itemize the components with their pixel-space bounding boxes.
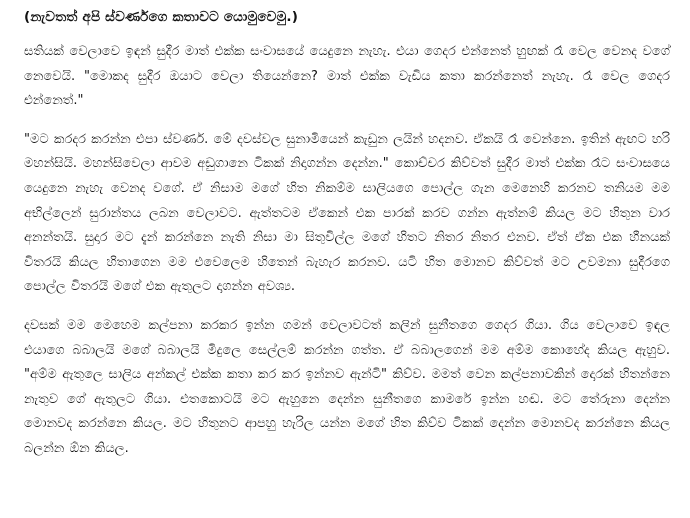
paragraph-1: සතියක් වෙලාවෙ ඉඳන් සුදීර මාත් එක්ක සංවාසයේ යෙදුනෙ නැහැ. එයා ගෙදර එන්නෙත් හුඟක් රෑ වෙල වෙනද වගේ නෙවෙයි. "මොකද සුදීර ඔයාට වෙලා තියෙන්නෙ? මාත් එක්ක වැඩිය කතා කරන්නෙත් නැහැ. රෑ වෙල ගෙදර එන්නෙත්." xyxy=(24,44,670,109)
section-heading: (නැවතත් අපි ස්වර්ණගෙ කතාවට යොමුවෙමු.) xyxy=(24,9,299,25)
paragraph-3: දවසක් මම මෙහෙම කල්පනා කරකර ඉන්න ගමන් වෙලාවටත් කලින් සුනීතගෙ ගෙදර ගියා. ගිය වෙලාවෙ ඉඳල එයාගෙ බබාලයි මගේ බබාලයි මිදුලෙ සෙල්ලම් කරන්න ගත්ත. ඒ බබාලගෙන් මම අම්ම කොහේද කියල ඇහුව. "අම්ම ඇතුලෙ සාලිය අන්කල් එක්ක කතා කර කර ඉන්නව ඇන්ටි" කිව්ව. මමත් වෙන කල්පනාවකින් දොරක් හිතන්නෙ නැතුව ගේ ඇතුලට ගියා. එතකොටයි මට ඇහුනෙ දෙන්න සුනීතගෙ කාමරේ ඉන්න හඬ. මට තේරුනා දෙන්න මොනවද කරන්නෙ කියල. මට හිතුනට ආපහු හැරිල යන්න මගේ හිත කිව්ව ටිකක් දෙන්න මොනවද කරන්නෙ කියල බලන්න ඕන කියල. xyxy=(24,317,670,456)
paragraph-2: "මට කරදර කරන්න එපා ස්වර්ණ. මේ දවස්වල සුනාමියෙන් කැඩුන ලයින් හදනව. ඒකයි රෑ වෙන්නෙ. ඉතින් ඇඟට හරි මහන්සියි. මහන්සිවෙලා ආවම අඩුගානෙ ටිකක් නිදාගන්න දෙන්න." කොච්චර කිව්වත් සුදීර මාත් එක්ක රෑට සංවාසයෙ යෙදුනෙ නැහැ වෙනද වගේ. ඒ නිසාම මගේ හිත නිකම්ම සාලියගෙ පොල්ල ගැන මෙනෙහි කරනව තනියම මම අභිල්ලෙන් සුරාන්තය ලබන වෙලාවට. ඇත්තටම ඒකෙන් එක පාරක් කරව ගන්න ඇත්නම් කියල මට හිතුන වාර අනන්තයි. සුදාර මට දැන් කරන්නෙ නැති නිසා මා සිතුවිල්ල මගේ හිතට නිතර නිතර එනව. ඒත් ඒක එක හීනයක් විතරයි කියල හිතාගෙන මම එවෙලෙම හිතෙන් බැහැර කරනව. යටි හිත මොනව කිව්වත් මට උවමනා සුදීරගෙ පොල්ල විතරයි මගේ එක ඇතුලට දාගන්න අවශ්‍ය. xyxy=(24,131,670,295)
document-page xyxy=(24,6,670,462)
